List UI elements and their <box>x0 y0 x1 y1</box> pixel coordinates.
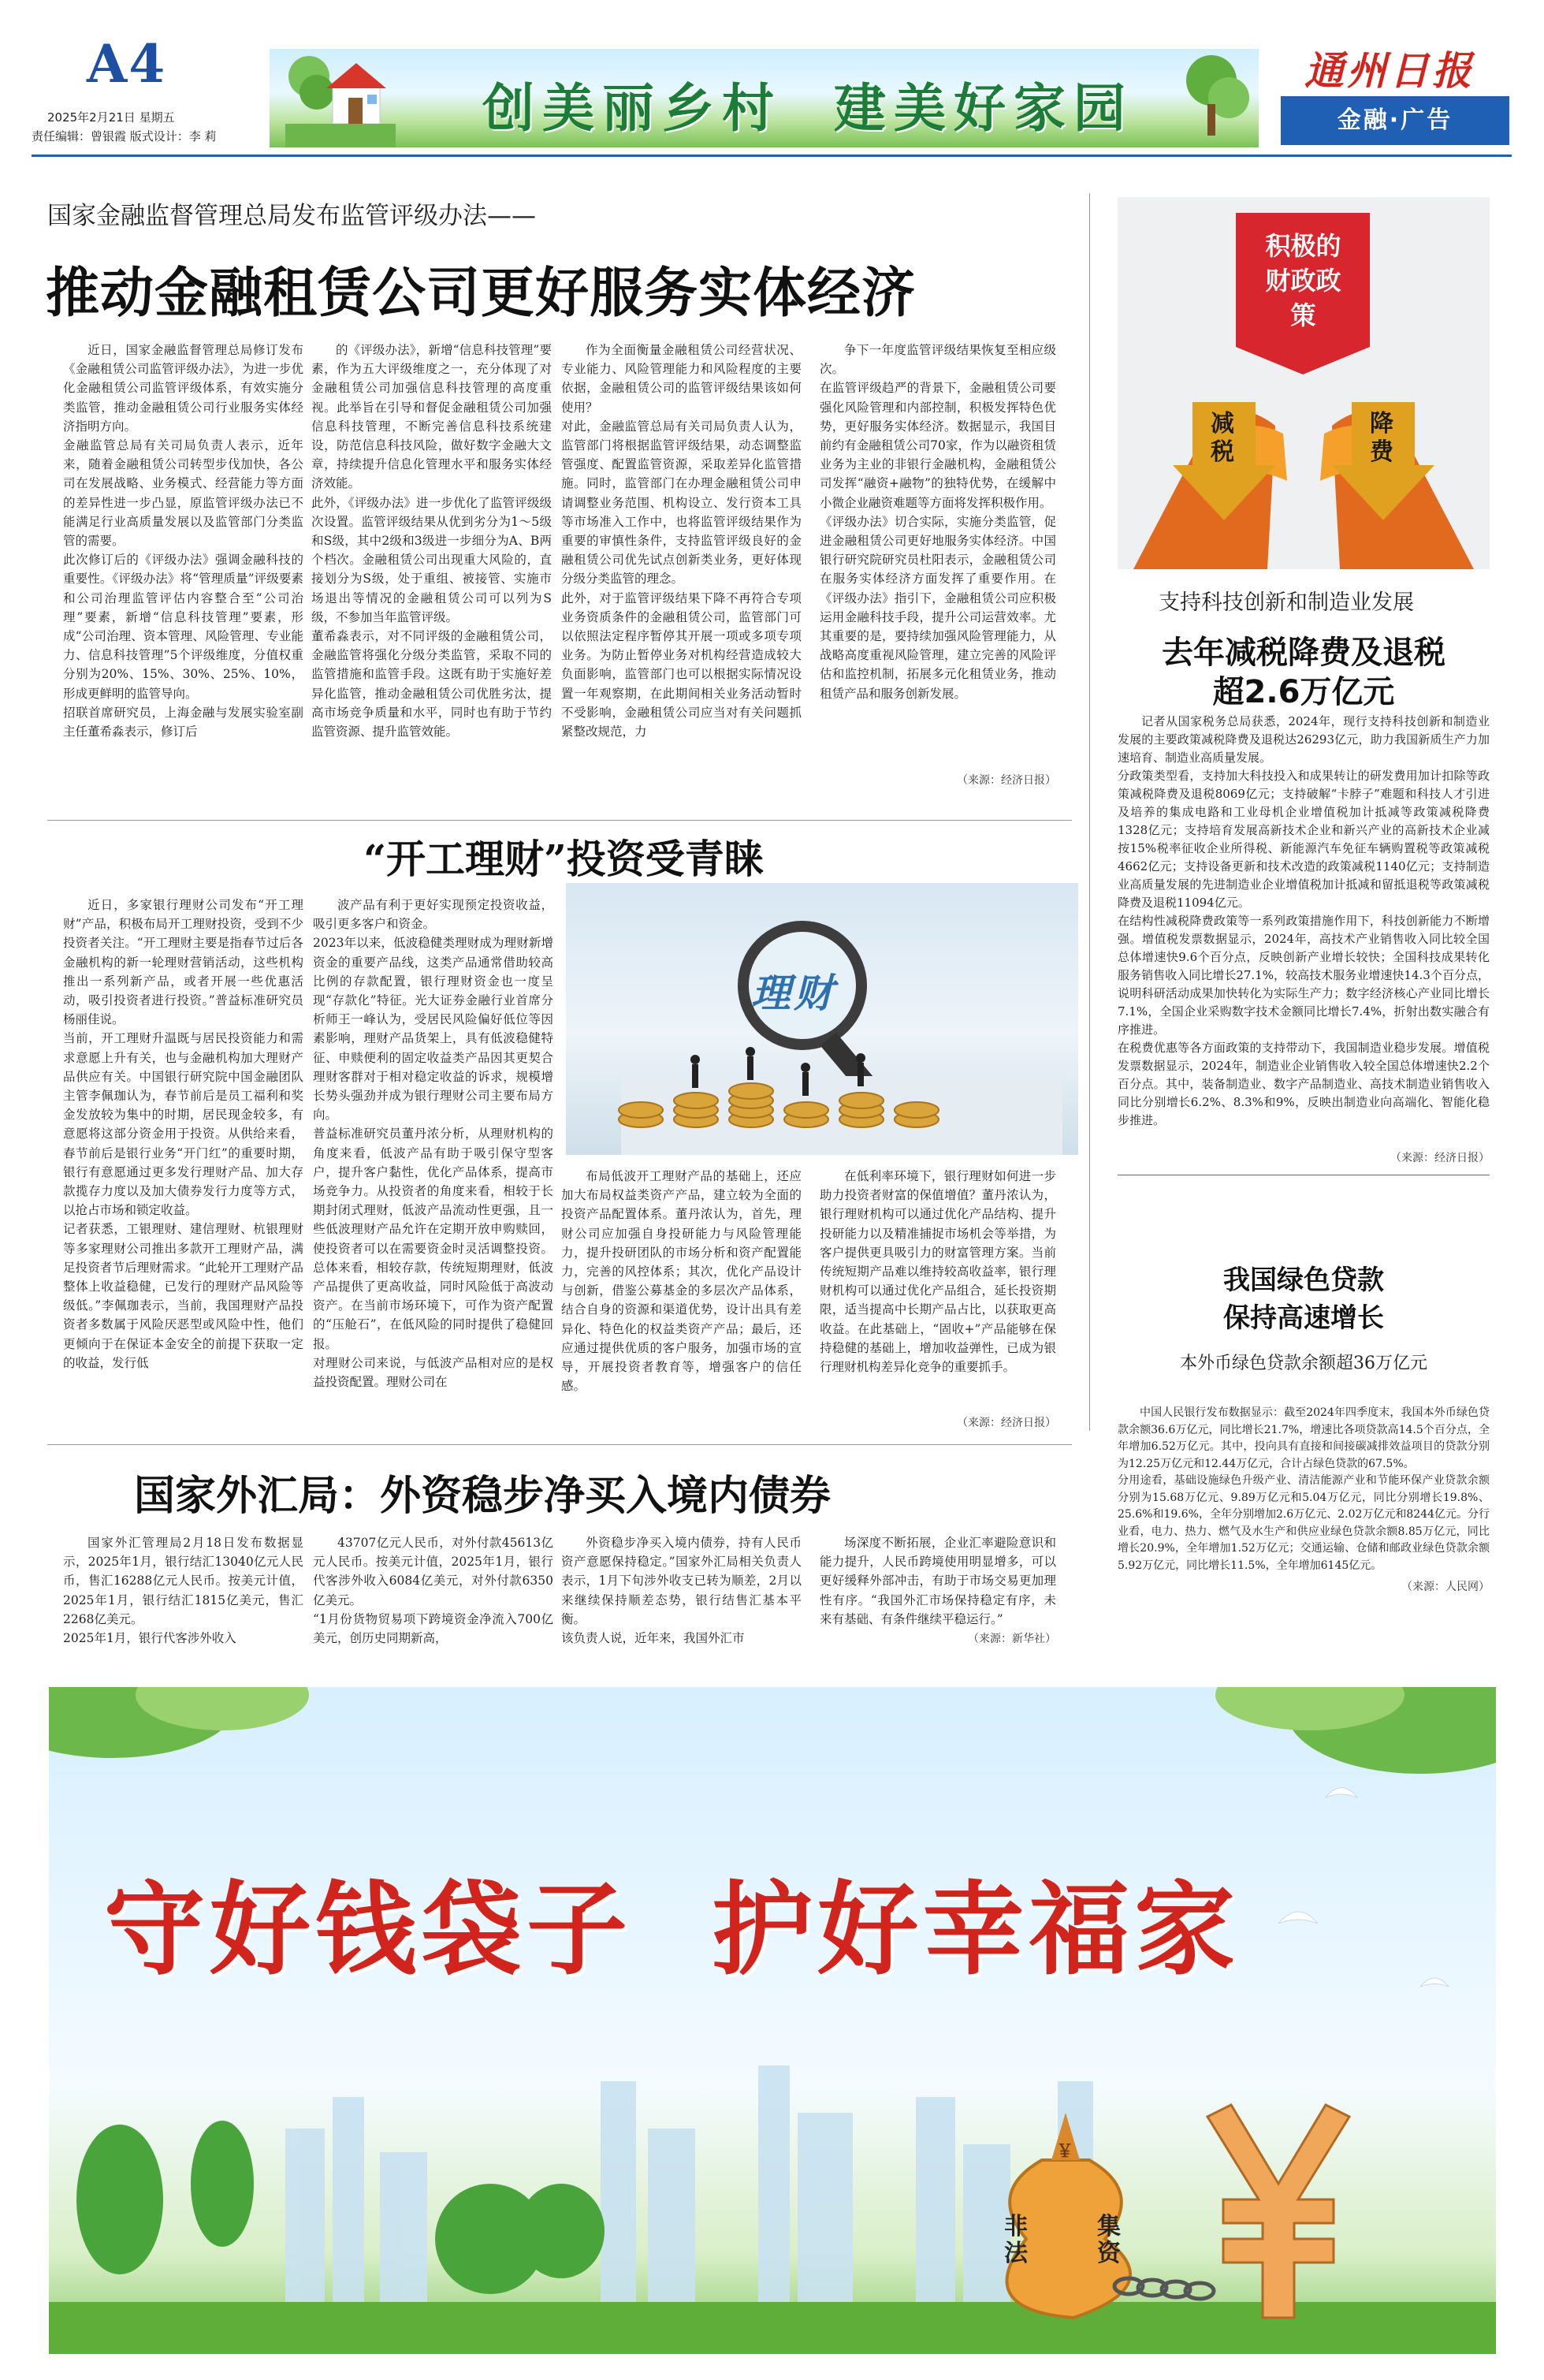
lead-source: （来源：经济日报） <box>957 774 1056 787</box>
wealth-col-3: 布局低波开工理财产品的基础上，还应加大布局权益类资产产品，建立较为全面的投资产品配置体系。董丹浓认为，首先，理财公司应加强自身投研能力与风险管理能力，提升投研团队的市场分析和资产配置能力，完善的风控体系；其次，优化产品设计与创新，借鉴公募基金的多层次产品体系，结合自身的资源和渠道优势，设计出具有差异化、特色化的权益类资产产品；最后，还应通过提供优质的客户服务，加强市场的宣导，开展投资者教育等，增强客户的信任感。 <box>561 1169 802 1394</box>
fee-cut-label: 降费 <box>1370 410 1393 466</box>
column-divider <box>1089 193 1090 1431</box>
tax-image <box>1118 197 1490 569</box>
lead-col-3: 作为全面衡量金融租赁公司经营状况、专业能力、风险管理能力和风险程度的主要依据，金融租赁公司的监管评级结果该如何使用？ 对此，金融监管总局有关司局负责人认为，监管部门将根据监管评级结果，动态调整监管强度、配置监管资源，采取差异化监管措施。同时，监管部门在办理金融租赁公司申请调整业务范围、机构设立、发行资本工具等市场准入工作中，也将监管评级结果作为重要的审慎性条件，支持监管评级良好的金融租赁公司优先试点创新类业务，更好体现分级分类监管的理念。 此外，对于监管评级结果下降不再符合专项业务资质条件的金融租赁公司，监管部门可以依照法定程序暂停其开展一项或多项专项业务。为防止暂停业务对机构经营造成较大负面影响，监管部门也可以根据实际情况设置一年观察期，在此期间相关业务活动暂时不受影响，金融租赁公司应当对有关问题抓紧整改规范，力 <box>561 343 802 739</box>
money-bag-label-left: 非法 <box>1004 2213 1028 2267</box>
lead-kicker: 国家金融监督管理总局发布监管评级办法—— <box>47 202 536 230</box>
issue-date: 2025年2月21日 星期五 <box>47 110 175 125</box>
green-headline-line-1: 我国绿色贷款 <box>1223 1264 1384 1296</box>
money-bag-label-right: 集资 <box>1097 2213 1121 2267</box>
banner-slogan: 创美丽乡村 建美好家园 <box>482 77 1133 139</box>
tax-body: 记者从国家税务总局获悉，2024年，现行支持科技创新和制造业发展的主要政策减税降费及退税达26293亿元，助力我国新质生产力加速培育、制造业高质量发展。 分政策类型看，支持加大科技投入和成果转让的研发费用加计扣除等政策减税降费及退税8069亿元；支持破解“卡脖子”难题和科技人才引进及培养的集成电路和工业母机企业增值税加计抵减等政策减税降费1328亿元；支持培育发展高新技术企业和新兴产业的高新技术企业减按15%税率征收企业所得税、新能源汽车免征车辆购置税等政策减税4662亿元；支持设备更新和技术改造的政策减税1140亿元；支持制造业高质量发展的先进制造业企业增值税加计抵减和留抵退税等政策减税降费及退税11094亿元。 在结构性减税降费政策等一系列政策措施作用下，科技创新能力不断增强。增值税发票数据显示，2024年，高技术产业销售收入同比较全国总体增速快9.6个百分点，反映创新产业增长较快；全国科技成果转化服务销售收入同比增长27.1%，较高技术服务业增速快14.3个百分点，说明科研活动成果加快转化为实际生产力；数字经济核心产业同比增长7.1%，全国企业采购数字技术金额同比增长7.4%，折射出数实融合有序推进。 在税费优惠等各方面政策的支持带动下，我国制造业稳步发展。增值税发票数据显示，2024年，制造业企业销售收入较全国总体增速快2.2个百分点。其中，装备制造业、数字产品制造业、高技术制造业销售收入同比分别增长6.2%、8.3%和9%，反映出制造业向高端化、智能化稳步推进。 <box>1118 714 1490 1127</box>
wealth-col-4: 在低利率环境下，银行理财如何进一步助力投资者财富的保值增值？董丹浓认为，银行理财机构可以通过优化产品结构、提升投研能力以及精准捕捉市场机会等举措，为客户提供更具吸引力的财富管理方案。当前传统短期产品难以维持较高收益率，银行理财机构可以通过优化产品组合，延长投资期限，适当提高中长期产品占比，以获取更高收益。在此基础上，“固收+”产品能够在保持稳健的基础上，增加收益弹性，已成为银行理财机构差异化竞争的重要抓手。 <box>820 1169 1056 1375</box>
wealth-top-rule <box>47 820 1072 821</box>
tax-headline-line-2: 超2.6万亿元 <box>1212 674 1395 710</box>
ad-background-illustration <box>49 1687 1496 2354</box>
wealth-col-1: 近日，多家银行理财公司发布“开工理财”产品，积极布局开工理财投资，受到不少投资者关注。“开工理财主要是指春节过后各金融机构的新一轮理财营销活动，这些机构推出一系列新产品，或者开展一些优惠活动，吸引投资者进行投资。”普益标准研究员杨丽佳说。 当前，开工理财升温既与居民投资能力和需求意愿上升有关，也与金融机构加大理财产品供应有关。中国银行研究院中国金融团队主管李佩珈认为，春节前后是员工福利和奖金发放较为集中的时期，居民现金较多，有意愿将这部分资金用于投资。从供给来看，春节前后是银行业务“开门红”的重要时期，银行有意愿通过更多发行理财产品、加大存款揽存力度以及加大债券发行力度等方式，以抢占市场和锁定收益。 记者获悉，工银理财、建信理财、杭银理财等多家理财公司推出多款开工理财产品，满足投资者节后理财需求。“此轮开工理财产品整体上收益稳健，已发行的理财产品风险等级低。”李佩珈表示，当前，我国理财产品投资者多数属于风险厌恶型或风险中性，他们更倾向于在保证本金安全的前提下获取一定的收益，发行低 <box>63 898 303 1370</box>
page-number: A4 <box>87 33 167 95</box>
tax-headline-line-1: 去年减税降费及退税 <box>1162 635 1445 671</box>
tax-cut-label: 减税 <box>1211 410 1234 466</box>
ad-slogan: 守好钱袋子 护好幸福家 <box>104 1872 1241 1989</box>
wealth-headline: “开工理财”投资受青睐 <box>363 836 764 882</box>
masthead-rule <box>32 155 1512 157</box>
wealth-image <box>566 883 1078 1155</box>
magnifier-coins-illustration <box>566 883 1078 1155</box>
money-bag-tag: ￥ <box>1056 2142 1074 2162</box>
banner-house-icon <box>285 49 396 147</box>
section-tab: 金融·广告 <box>1281 96 1509 145</box>
magnifier-label: 理财 <box>751 970 836 1016</box>
wealth-source: （来源：经济日报） <box>957 1417 1056 1429</box>
forex-headline: 国家外汇局：外资稳步净买入境内债券 <box>134 1472 832 1520</box>
green-subhead: 本外币绿色贷款余额超36万亿元 <box>1180 1354 1427 1373</box>
lead-col-1: 近日，国家金融监督管理总局修订发布《金融租赁公司监管评级办法》，为进一步优化金融租赁公司监管评级体系，有效实施分类监管，推动金融租赁公司行业服务实体经济指明方向。 金融监管总局有关司局负责人表示，近年来，随着金融租赁公司转型步伐加快，各公司在发展战略、业务模式、经营能力等方面的差异性进一步凸显，原监管评级办法已不能满足行业高质量发展以及监管部门分类监管的需要。 此次修订后的《评级办法》强调金融科技的重要性。《评级办法》将“管理质量”评级要素和公司治理监管评估内容整合至“公司治理”要素，新增“信息科技管理”要素，形成“公司治理、资本管理、风险管理、专业能力、信息科技管理”5个评级维度，分值权重分别为20%、15%、30%、25%、10%，形成更鲜明的监管导向。 招联首席研究员，上海金融与发展实验室副主任董希淼表示，修订后 <box>63 343 303 739</box>
forex-col-2: 43707亿元人民币，对外付款45613亿元人民币。按美元计值，2025年1月，银行代客涉外收入6084亿美元，对外付款6350亿美元。 “1月份货物贸易项下跨境资金净流入700亿美元，创历史同期新高， <box>313 1536 553 1646</box>
lead-headline: 推动金融租赁公司更好服务实体经济 <box>46 263 917 325</box>
anti-fraud-ad <box>49 1687 1496 2354</box>
forex-col-3: 外资稳步净买入境内债券，持有人民币资产意愿保持稳定。”国家外汇局相关负责人表示，1月下旬涉外收支已转为顺差，2月以来继续保持顺差态势，银行结售汇基本平衡。 该负责人说，近年来，我国外汇市 <box>561 1536 802 1646</box>
paper-name: 通州日报 <box>1304 47 1475 94</box>
lead-col-4: 争下一年度监管评级结果恢复至相应级次。 在监管评级趋严的背景下，金融租赁公司要强化风险管理和内部控制，积极发挥特色优势，更好服务实体经济。数据显示，我国目前约有金融租赁公司70家，作为以融资租赁业务为主业的非银行金融机构，金融租赁公司发挥“融资+融物”的独特优势，在缓解中小微企业融资难题等方面将发挥积极作用。 《评级办法》切合实际，实施分类监管，促进金融租赁公司更好地服务实体经济。中国银行研究院研究员杜阳表示，金融租赁公司在服务实体经济方面发挥了重要作用。在《评级办法》指引下，金融租赁公司应积极运用金融科技手段，提升公司运营效率。尤其重要的是，要持续加强风险管理能力，从战略高度重视风险管理，建立完善的风险评估和监控机制，拓展多元化租赁业务，推动租赁产品和服务创新发展。 <box>820 343 1056 701</box>
tax-kicker: 支持科技创新和制造业发展 <box>1159 590 1414 615</box>
lead-col-2: 的《评级办法》，新增“信息科技管理”要素，作为五大评级维度之一，充分体现了对金融租赁公司加强信息科技管理的高度重视。此举旨在引导和督促金融租赁公司加强信息科技管理，不断完善信息科技系统建设，防范信息科技风险，做好数字金融大文章，持续提升信息化管理水平和服务实体经济效能。 此外，《评级办法》进一步优化了监管评级级次设置。监管评级结果从优到劣分为1～5级和S级，其中2级和3级进一步细分为A、B两个档次。金融租赁公司出现重大风险的，直接划分为S级，处于重组、被接管、实施市场退出等情况的金融租赁公司可以列为S级，不参加当年监管评级。 董希淼表示，对不同评级的金融租赁公司，金融监管将强化分级分类监管，采取不同的监管措施和监管手段。这既有助于实施好差异化监管，推动金融租赁公司优胜劣汰，提高市场竞争质量和水平，同时也有助于节约监管资源、提升监管效能。 <box>311 343 552 739</box>
green-headline-line-2: 保持高速增长 <box>1223 1302 1384 1334</box>
forex-col-1: 国家外汇管理局2月18日发布数据显示，2025年1月，银行结汇13040亿元人民币，售汇16288亿元人民币。按美元计值，2025年1月，银行结汇1815亿美元，售汇2268亿美元。 2025年1月，银行代客涉外收入 <box>63 1536 303 1646</box>
banner-tree-icon <box>1164 49 1251 147</box>
forex-source: （来源：新华社） <box>968 1633 1056 1645</box>
green-body: 中国人民银行发布数据显示：截至2024年四季度末，我国本外币绿色贷款余额36.6万亿元，同比增长21.7%，增速比各项贷款高14.5个百分点，全年增加6.52万亿元。其中，投向具有直接和间接碳减排效益项目的贷款分别为12.25万亿元和12.44万亿元，合计占绿色贷款的67.5%。 分用途看，基础设施绿色升级产业、清洁能源产业和节能环保产业贷款余额分别为15.68万亿元、9.89万亿元和5.04万亿元，同比分别增长19.8%、25.6%和19.6%，全年分别增加2.6万亿元、2.02万亿元和8244亿元。分行业看，电力、热力、燃气及水生产和供应业绿色贷款余额8.85万亿元，同比增长20.9%，全年增加1.52万亿元；交通运输、仓储和邮政业绿色贷款余额5.92万亿元，同比增长11.5%，全年增加6145亿元。 <box>1118 1406 1490 1572</box>
top-banner <box>270 49 1259 147</box>
wealth-col-2: 波产品有利于更好实现预定投资收益，吸引更多客户和资金。 2023年以来，低波稳健类理财成为理财新增资金的重要产品线，这类产品通常借助较高比例的存款配置，银行理财资金也一度呈现“存款化”特征。光大证券金融行业首席分析师王一峰认为，受居民风险偏好低位等因素影响，理财产品货架上，具有低波稳健特征、申赎便利的固定收益类产品因其更契合理财客群对于相对稳定收益的诉求，规模增长势头强劲并成为银行理财公司主要布局方向。 普益标准研究员董丹浓分析，从理财机构的角度来看，低波产品有助于吸引保守型客户，提升客户黏性，优化产品体系，提高市场竞争力。从投资者的角度来看，相较于长期封闭式理财，低波产品流动性更强，且一些低波理财产品允许在定期开放申购赎回，使投资者可以在需要资金时灵活调整投资。总体来看，相较存款，传统短期理财，低波产品提供了更高收益，同时风险低于高波动资产。在当前市场环境下，可作为资产配置的“压舱石”，在低风险的同时提供了稳健回报。 对理财公司来说，与低波产品相对应的是权益投资配置。理财公司在 <box>313 898 553 1390</box>
forex-top-rule <box>47 1444 1072 1445</box>
tax-source: （来源：经济日报） <box>1390 1152 1490 1164</box>
fiscal-policy-label: 积极的财政政策 <box>1265 231 1341 330</box>
forex-col-4: 场深度不断拓展，企业汇率避险意识和能力提升，人民币跨境使用明显增多，可以更好缓释外部冲击，有助于市场交易更加理性有序。“我国外汇市场保持稳定有序，未来有基础、有条件继续平稳运行。” <box>820 1536 1056 1626</box>
green-source: （来源：人民网） <box>1401 1581 1490 1593</box>
editor-credits: 责任编辑：曾银霞 版式设计：李 莉 <box>32 129 217 143</box>
